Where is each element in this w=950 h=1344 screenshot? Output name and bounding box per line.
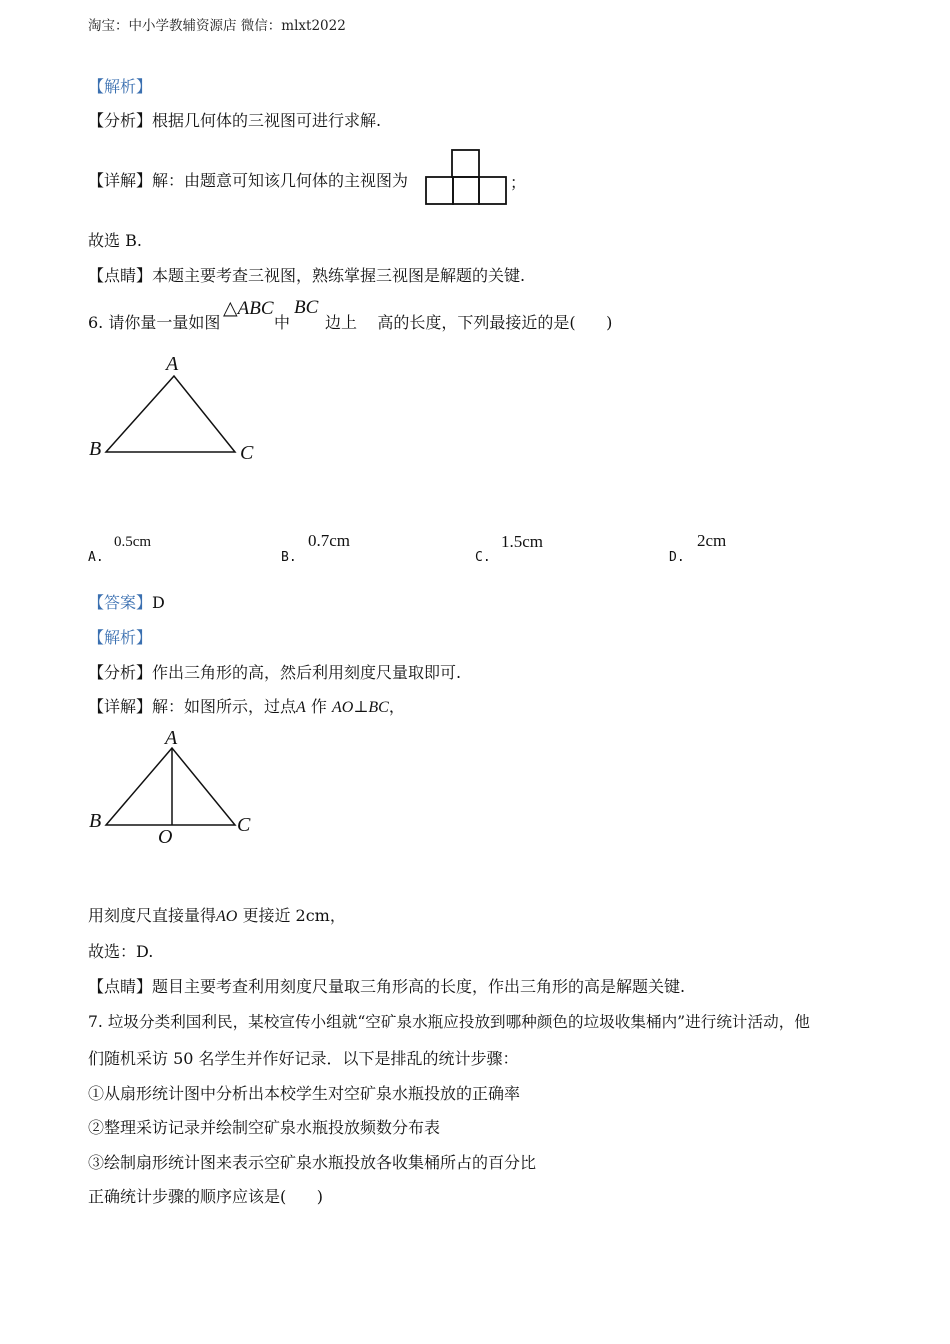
q6-triangle-expr: △ABC: [223, 298, 274, 319]
q7-line1: 7. 垃圾分类利国利民，某校宣传小组就“空矿泉水瓶应投放到哪种颜色的垃圾收集桶内”进行统计活动，他: [88, 1013, 810, 1031]
fig2-label-b: B: [89, 810, 102, 832]
q7-step3: ③绘制扇形统计图来表示空矿泉水瓶投放各收集桶所占的百分比: [88, 1153, 537, 1172]
option-b-value: 0.7cm: [308, 531, 351, 550]
option-d-letter: D.: [669, 550, 685, 565]
q6-jiexi-tag: 【解析】: [88, 628, 153, 647]
option-c-letter: C.: [475, 550, 491, 565]
q6-bc-expr: BC: [294, 297, 319, 318]
option-a-value: 0.5cm: [114, 534, 152, 550]
q5-guxuan: 故选 B.: [88, 231, 142, 250]
q6-xiangjie: 【详解】解：如图所示，过点A 作 AO⊥BC，: [88, 697, 405, 716]
fig1-label-c: C: [240, 442, 254, 464]
front-view-figure: [425, 149, 507, 207]
q6-answer: 【答案】D: [88, 593, 165, 612]
option-a-letter: A.: [88, 550, 104, 565]
q6-zhong: 中: [274, 313, 291, 332]
q6-fenxi: 【分析】作出三角形的高，然后利用刻度尺量取即可.: [88, 663, 462, 682]
q7-step1: ①从扇形统计图中分析出本校学生对空矿泉水瓶投放的正确率: [88, 1084, 521, 1103]
q7-line2: 们随机采访 50 名学生并作好记录．以下是排乱的统计步骤：: [88, 1049, 519, 1068]
q6-suffix: 边上 高的长度，下列最接近的是( ): [325, 313, 613, 332]
q5-dianjing: 【点睛】本题主要考查三视图，熟练掌握三视图是解题的关键.: [88, 266, 526, 285]
q6-prefix: 6. 请你量一量如图: [88, 313, 221, 332]
q6-dianjing: 【点睛】题目主要考查利用刻度尺量取三角形高的长度，作出三角形的高是解题关键.: [88, 977, 686, 996]
option-d-value: 2cm: [697, 531, 727, 550]
fig2-label-c: C: [237, 814, 251, 836]
fig2-label-a: A: [165, 727, 178, 749]
page-header: 淘宝：中小学教辅资源店 微信：mlxt2022: [88, 18, 346, 34]
q7-step2: ②整理采访记录并绘制空矿泉水瓶投放频数分布表: [88, 1118, 441, 1137]
q7-question: 正确统计步骤的顺序应该是( ): [88, 1187, 324, 1206]
option-c-value: 1.5cm: [501, 532, 544, 551]
fig1-label-b: B: [89, 438, 102, 460]
fenxi-text: 根据几何体的三视图可进行求解.: [152, 111, 382, 130]
q6-guxuan: 故选：D.: [88, 942, 154, 961]
q5-fenxi: [88, 111, 381, 131]
fenxi-tag: 【分析】: [88, 111, 153, 130]
q6-measure: 用刻度尺直接量得AO 更接近 2cm，: [88, 906, 346, 925]
option-b-letter: B.: [281, 550, 297, 565]
fig2-label-o: O: [158, 826, 173, 848]
q5-jiexi-tag: 【解析】: [88, 77, 153, 96]
fig1-label-a: A: [166, 353, 179, 375]
q5-xiangjie: 【详解】解：由题意可知该几何体的主视图为: [88, 171, 409, 190]
q5-xiangjie-end: ；: [510, 173, 527, 192]
